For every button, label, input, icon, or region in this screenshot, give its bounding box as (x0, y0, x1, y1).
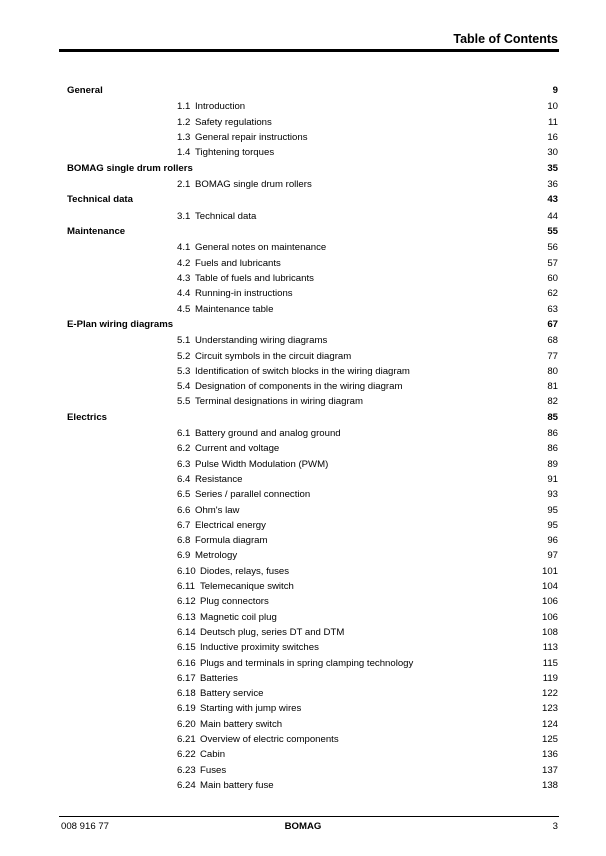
toc-entry-title: Main battery switch (200, 718, 283, 730)
toc-entry-page: 36 (547, 178, 558, 190)
toc-entry-number: 6.8 (177, 535, 191, 547)
toc-entry[interactable] (67, 99, 558, 114)
toc-entry-number: 5.3 (177, 365, 191, 377)
toc-entry-number: 6.20 (177, 718, 196, 730)
toc-entry-page: 44 (547, 210, 558, 222)
toc-entry[interactable] (67, 533, 558, 548)
toc-entry-title: Cabin (200, 749, 226, 761)
toc-entry-page: 124 (541, 718, 558, 730)
toc-entry[interactable] (67, 394, 558, 409)
toc-entry-title: Metrology (195, 550, 238, 562)
toc-section-page: 35 (547, 162, 558, 174)
toc-entry-number: 6.13 (177, 611, 196, 623)
toc-entry-title: Overview of electric components (200, 734, 339, 746)
toc-section[interactable] (67, 224, 558, 240)
toc-entry-title: Main battery fuse (200, 779, 274, 791)
toc-entry[interactable] (67, 640, 558, 655)
toc-entry-page: 10 (547, 101, 558, 113)
toc-entry[interactable] (67, 686, 558, 701)
toc-entry-title: Battery service (200, 688, 264, 700)
toc-entry-page: 104 (541, 581, 558, 593)
toc-entry-number: 3.1 (177, 210, 191, 222)
toc-entry-number: 6.6 (177, 504, 191, 516)
toc-entry-title: Fuses (200, 764, 227, 776)
toc-entry[interactable] (67, 349, 558, 364)
toc-entry[interactable] (67, 177, 558, 192)
toc-entry-page: 122 (541, 688, 558, 700)
toc-entry-page: 115 (542, 657, 558, 669)
toc-entry[interactable] (67, 379, 558, 394)
toc-entry[interactable] (67, 240, 558, 255)
toc-entry-title: BOMAG single drum rollers (195, 178, 312, 190)
toc-entry[interactable] (67, 426, 558, 441)
toc-entry-title: Diodes, relays, fuses (200, 565, 290, 577)
toc-entry[interactable] (67, 671, 558, 686)
toc-entry[interactable] (67, 503, 558, 518)
toc-entry-title: Identification of switch blocks in the wiring diagram (195, 365, 410, 377)
toc-entry-title: Batteries (200, 672, 238, 684)
toc-entry-title: Telemecanique switch (200, 581, 294, 593)
toc-entry[interactable] (67, 115, 558, 130)
toc-entry-title: Introduction (195, 101, 246, 113)
toc-section-page: 85 (547, 411, 558, 423)
toc-entry-page: 60 (547, 272, 558, 284)
toc-entry-number: 6.2 (177, 443, 191, 455)
toc-entry-number: 6.18 (177, 688, 196, 700)
toc-section-title: BOMAG single drum rollers (67, 162, 193, 174)
toc-entry-number: 5.4 (177, 381, 191, 393)
table-of-contents (67, 83, 558, 793)
page-title: Table of Contents (453, 32, 558, 46)
toc-entry[interactable] (67, 548, 558, 563)
toc-section[interactable] (67, 410, 558, 426)
toc-entry-number: 6.24 (177, 779, 196, 791)
toc-entry-title: Electrical energy (195, 519, 266, 531)
toc-entry-number: 1.1 (177, 101, 191, 113)
toc-entry-title: Current and voltage (195, 443, 280, 455)
toc-entry-title: Circuit symbols in the circuit diagram (195, 350, 352, 362)
document-number: 008 916 77 (61, 821, 110, 832)
toc-entry-page: 119 (542, 672, 558, 684)
toc-entry-title: Magnetic coil plug (200, 611, 277, 623)
toc-entry-page: 91 (547, 473, 558, 485)
toc-entry-page: 57 (547, 257, 558, 269)
toc-entry-number: 4.4 (177, 288, 191, 300)
toc-entry-page: 62 (547, 288, 558, 300)
toc-section-title: Maintenance (67, 225, 126, 237)
toc-entry-number: 6.23 (177, 764, 196, 776)
toc-entry-title: Formula diagram (195, 535, 268, 547)
toc-entry-number: 6.4 (177, 473, 191, 485)
toc-entry[interactable] (67, 302, 558, 317)
toc-entry-number: 4.2 (177, 257, 191, 269)
toc-entry-page: 16 (547, 131, 558, 143)
toc-entry-title: Safety regulations (195, 116, 272, 128)
toc-entry[interactable] (67, 594, 558, 609)
toc-section[interactable] (67, 161, 558, 177)
toc-entry-number: 6.7 (177, 519, 191, 531)
toc-entry-page: 106 (541, 596, 558, 608)
brand-name: BOMAG (284, 821, 322, 832)
toc-entry-page: 93 (547, 489, 558, 501)
toc-entry-page: 56 (547, 242, 558, 254)
header-rule (59, 49, 559, 52)
toc-entry[interactable] (67, 145, 558, 160)
toc-entry-page: 97 (547, 550, 558, 562)
toc-entry-title: Understanding wiring diagrams (195, 335, 328, 347)
toc-entry[interactable] (67, 701, 558, 716)
toc-entry[interactable] (67, 364, 558, 379)
toc-entry-number: 2.1 (177, 178, 191, 190)
toc-entry[interactable] (67, 209, 558, 224)
toc-entry-page: 136 (541, 749, 558, 761)
toc-entry-title: Terminal designations in wiring diagram (195, 396, 363, 408)
toc-entry-number: 6.14 (177, 626, 196, 638)
toc-entry-title: Running-in instructions (195, 288, 293, 300)
toc-entry-title: Plugs and terminals in spring clamping technology (200, 657, 414, 669)
toc-entry[interactable] (67, 778, 558, 793)
toc-entry-page: 95 (547, 519, 558, 531)
toc-entry[interactable] (67, 487, 558, 502)
toc-entry-number: 5.2 (177, 350, 191, 362)
toc-entry-page: 137 (541, 764, 558, 776)
toc-section-page: 67 (547, 318, 558, 330)
toc-entry-page: 11 (548, 116, 558, 128)
toc-entry-number: 4.5 (177, 303, 191, 315)
toc-entry-page: 138 (541, 779, 558, 791)
toc-entry[interactable] (67, 610, 558, 625)
toc-entry[interactable] (67, 441, 558, 456)
toc-entry[interactable] (67, 656, 558, 671)
toc-entry[interactable] (67, 472, 558, 487)
toc-entry-page: 82 (547, 396, 558, 408)
toc-section[interactable] (67, 83, 558, 99)
toc-entry-number: 6.12 (177, 596, 196, 608)
toc-section[interactable] (67, 192, 558, 208)
toc-entry-title: Deutsch plug, series DT and DTM (200, 626, 345, 638)
toc-entry-title: Designation of components in the wiring diagram (195, 381, 403, 393)
toc-entry[interactable] (67, 717, 558, 732)
toc-entry-page: 108 (541, 626, 558, 638)
toc-entry-number: 6.19 (177, 703, 196, 715)
toc-section-title: Electrics (67, 411, 108, 423)
toc-entry[interactable] (67, 457, 558, 472)
toc-entry-title: Plug connectors (200, 596, 269, 608)
page-number: 3 (552, 821, 558, 832)
toc-entry[interactable] (67, 732, 558, 747)
toc-entry-title: Series / parallel connection (195, 489, 311, 501)
toc-entry[interactable] (67, 625, 558, 640)
toc-entry-number: 6.9 (177, 550, 191, 562)
toc-entry[interactable] (67, 579, 558, 594)
footer-rule (59, 816, 559, 817)
toc-entry-title: Pulse Width Modulation (PWM) (195, 458, 329, 470)
toc-entry-page: 106 (541, 611, 558, 623)
toc-entry[interactable] (67, 271, 558, 286)
toc-entry-number: 6.22 (177, 749, 196, 761)
toc-entry-number: 4.3 (177, 272, 191, 284)
toc-entry-title: Resistance (195, 473, 243, 485)
toc-entry-title: Battery ground and analog ground (195, 428, 341, 440)
toc-entry-title: Inductive proximity switches (200, 642, 319, 654)
toc-entry[interactable] (67, 564, 558, 579)
toc-entry-title: Fuels and lubricants (195, 257, 281, 269)
toc-entry-number: 6.11 (177, 581, 195, 593)
toc-entry-number: 1.2 (177, 116, 191, 128)
toc-entry-page: 89 (547, 458, 558, 470)
toc-entry-number: 6.3 (177, 458, 191, 470)
toc-entry-number: 6.17 (177, 672, 196, 684)
toc-entry-title: Tightening torques (195, 147, 275, 159)
toc-entry-number: 6.5 (177, 489, 191, 501)
toc-entry-title: Table of fuels and lubricants (195, 272, 314, 284)
toc-entry[interactable] (67, 518, 558, 533)
toc-entry-page: 125 (541, 734, 558, 746)
toc-entry-title: General repair instructions (195, 131, 308, 143)
toc-entry-page: 80 (547, 365, 558, 377)
toc-entry-page: 63 (547, 303, 558, 315)
toc-entry[interactable] (67, 333, 558, 348)
toc-entry-number: 5.1 (177, 335, 191, 347)
toc-entry-title: General notes on maintenance (195, 242, 327, 254)
toc-entry-title: Starting with jump wires (200, 703, 302, 715)
toc-entry-number: 1.4 (177, 147, 191, 159)
toc-entry-page: 95 (547, 504, 558, 516)
toc-section[interactable] (67, 317, 558, 333)
toc-section-title: Technical data (67, 194, 133, 206)
toc-entry-number: 6.1 (177, 428, 191, 440)
toc-entry-title: Technical data (195, 210, 257, 222)
toc-entry[interactable] (67, 286, 558, 301)
toc-entry-page: 86 (547, 443, 558, 455)
toc-entry-page: 123 (541, 703, 558, 715)
toc-entry-number: 4.1 (177, 242, 191, 254)
toc-entry[interactable] (67, 256, 558, 271)
toc-section-page: 55 (547, 225, 558, 237)
toc-section-page: 43 (547, 194, 558, 206)
toc-entry-page: 101 (541, 565, 558, 577)
toc-entry-page: 68 (547, 335, 558, 347)
toc-entry[interactable] (67, 747, 558, 762)
toc-entry[interactable] (67, 130, 558, 145)
toc-entry-page: 81 (547, 381, 558, 393)
toc-entry-number: 6.21 (177, 734, 196, 746)
toc-section-title: General (67, 85, 103, 96)
toc-section-page: 9 (552, 85, 558, 96)
toc-entry-number: 1.3 (177, 131, 191, 143)
toc-entry-title: Maintenance table (195, 303, 274, 315)
toc-entry-page: 30 (547, 147, 558, 159)
toc-entry-number: 6.10 (177, 565, 196, 577)
toc-entry-number: 6.15 (177, 642, 196, 654)
toc-entry-page: 113 (542, 642, 558, 654)
toc-entry-page: 96 (547, 535, 558, 547)
toc-entry-page: 86 (547, 428, 558, 440)
toc-entry[interactable] (67, 763, 558, 778)
toc-entry-number: 6.16 (177, 657, 196, 669)
toc-entry-title: Ohm's law (195, 504, 240, 516)
toc-section-title: E-Plan wiring diagrams (67, 318, 174, 330)
toc-entry-number: 5.5 (177, 396, 191, 408)
toc-entry-page: 77 (547, 350, 558, 362)
